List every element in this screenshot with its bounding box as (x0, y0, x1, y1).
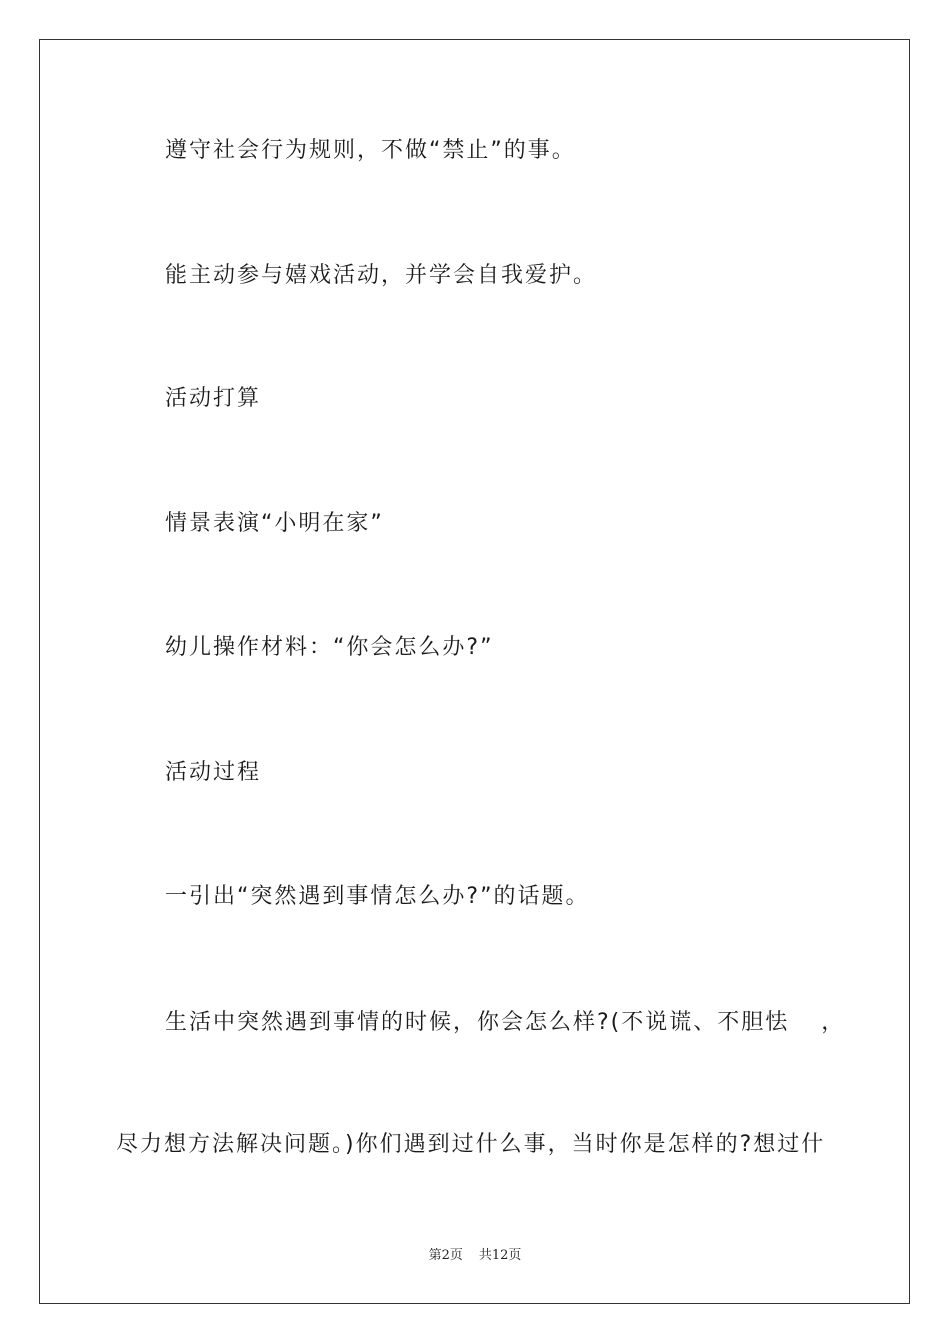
paragraph-rules: 遵守社会行为规则，不做“禁止”的事。 (165, 138, 576, 163)
paragraph-sudden-events-text: 生活中突然遇到事情的时候，你会怎么样?(不说谎、不胆怯 (165, 1010, 790, 1035)
page-border (39, 39, 910, 1304)
heading-activity-process: 活动过程 (165, 760, 262, 785)
paragraph-sudden-events (165, 1009, 845, 1037)
heading-activity-preparation: 活动打算 (165, 386, 262, 411)
page-total: 共12页 (478, 1248, 522, 1263)
paragraph-materials: 幼儿操作材料：“你会怎么办?” (165, 635, 494, 660)
paragraph-play: 能主动参与嬉戏活动，并学会自我爱护。 (165, 263, 598, 288)
paragraph-sudden-events-comma: ， (821, 1010, 846, 1035)
paragraph-intro-topic: 一引出“突然遇到事情怎么办?”的话题。 (165, 884, 590, 909)
page-footer (0, 1247, 950, 1265)
paragraph-scenario: 情景表演“小明在家” (165, 511, 384, 536)
page-number: 第2页 (428, 1248, 463, 1263)
paragraph-continuation: 尽力想方法解决问题。)你们遇到过什么事，当时你是怎样的?想过什 (116, 1132, 826, 1157)
